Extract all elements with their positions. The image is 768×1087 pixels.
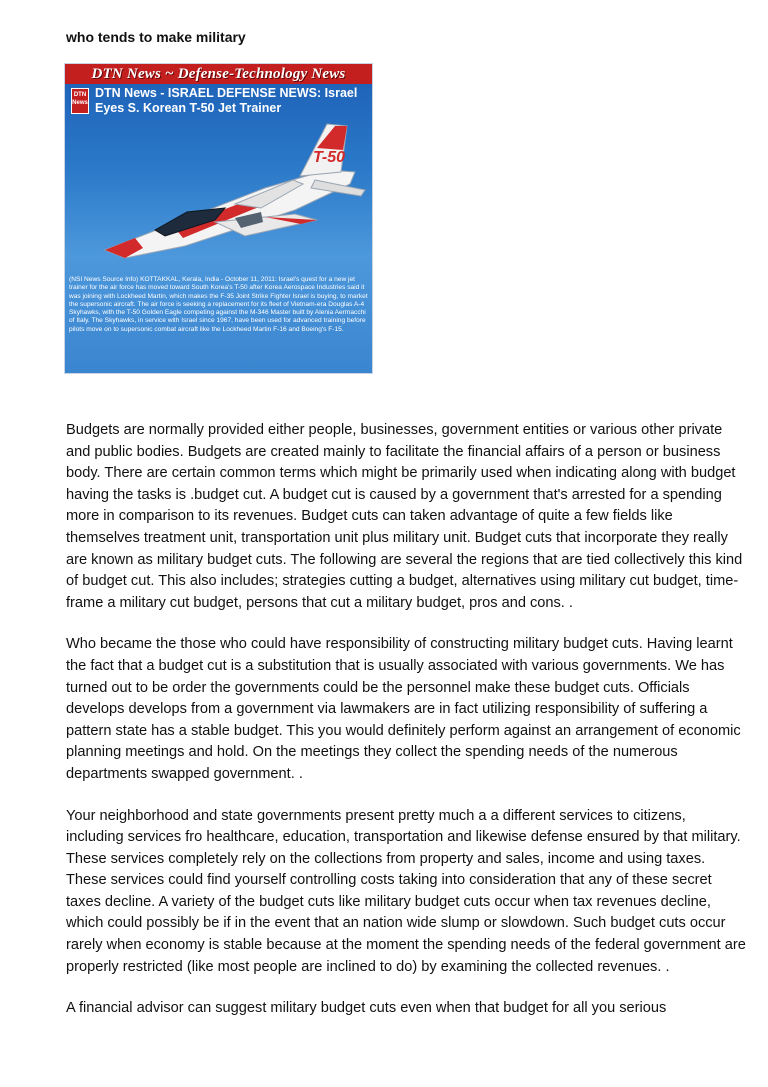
- dtn-logo: DTN News: [71, 88, 89, 114]
- tail-label: T-50: [313, 149, 346, 166]
- paragraph: A financial advisor can suggest military budget cuts even when that budget for all you serious: [66, 1000, 667, 1017]
- news-caption: (NSI News Source Info) KOTTAKKAL, Kerala, India - October 11, 2011: Israel's quest for a new jet trainer for the air force has moved toward South Korea's T-50 after Korea Aerospace Industries said it was joining with Lockheed Martin, which makes the F-35 Joint Strike Fighter Israel is buying, to market the supersonic aircraft. The air force is seeking a replacement for its fleet of Vietnam-era Douglas A-4 Skyhawks, with the T-50 Golden Eagle competing against the M-346 Master built by Alenia Aermacchi of Italy. The Skyhawks, in service with Israel since 1967, have been used for advanced training before pilots move on to supersonic combat aircraft like the Lockheed Martin F-16 and Boeing's F-15.: [69, 276, 368, 333]
- news-banner: DTN News ~ Defense-Technology News: [65, 64, 372, 84]
- paragraph: Budgets are normally provided either people, businesses, government entities or various other private and public bodies. Budgets are created mainly to facilitate the financial affairs of a person or business body. There are certain common terms which might be primarily used when indicating along with budget having the tasks is .budget cut. A budget cut is caused by a government that's arrested for a spending more in comparison to its revenues. Budget cuts can taken advantage of quite a few fields like themselves treatment unit, transportation unit plus military unit. Budget cuts that incorporate they really are known as military budget cuts. The following are several the regions that are tied collectively this kind of budget cut. This also includes; strategies cutting a budget, alternatives using military cut budget, time-frame a military cut budget, persons that cut a military budget, pros and cons. .: [66, 422, 743, 611]
- document-title: who tends to make military: [66, 29, 246, 45]
- news-headline: DTN News - ISRAEL DEFENSE NEWS: Israel Eyes S. Korean T-50 Jet Trainer: [95, 86, 358, 115]
- paragraph: Who became the those who could have responsibility of constructing military budget cuts. Having learnt the fact that a budget cut is a substitution that is usually associated with various governments. We has turned out to be order the governments could be the personnel make these budget cuts. Officials develops develops from a government via lawmakers are in fact utilizing responsibility of suffering a pattern state has a stable budget. This you would definitely perform against an arrangement of economic planning meetings and hold. On the meetings they collect the spending needs of the numerous departments swapped government. .: [66, 636, 741, 782]
- news-article-image: [64, 63, 373, 374]
- paragraph: Your neighborhood and state governments present pretty much a a different services to citizens, including services fro healthcare, education, transportation and likewise defense ensured by that military. These services completely rely on the collections from property and sales, income and using taxes. These services could find yourself controlling costs taking into consideration that any of these secret taxes decline. A variety of the budget cuts like military budget cuts occur when tax revenues decline, which could possibly be if in the event that an nation wide slump or slowdown. Such budget cuts occur rarely when economy is stable because at the moment the spending needs of the federal government are properly restricted (like most people are inclined to do) by examining the collected revenues. .: [66, 807, 746, 975]
- jet-aircraft-illustration: [65, 118, 373, 268]
- article-body: [66, 420, 746, 1040]
